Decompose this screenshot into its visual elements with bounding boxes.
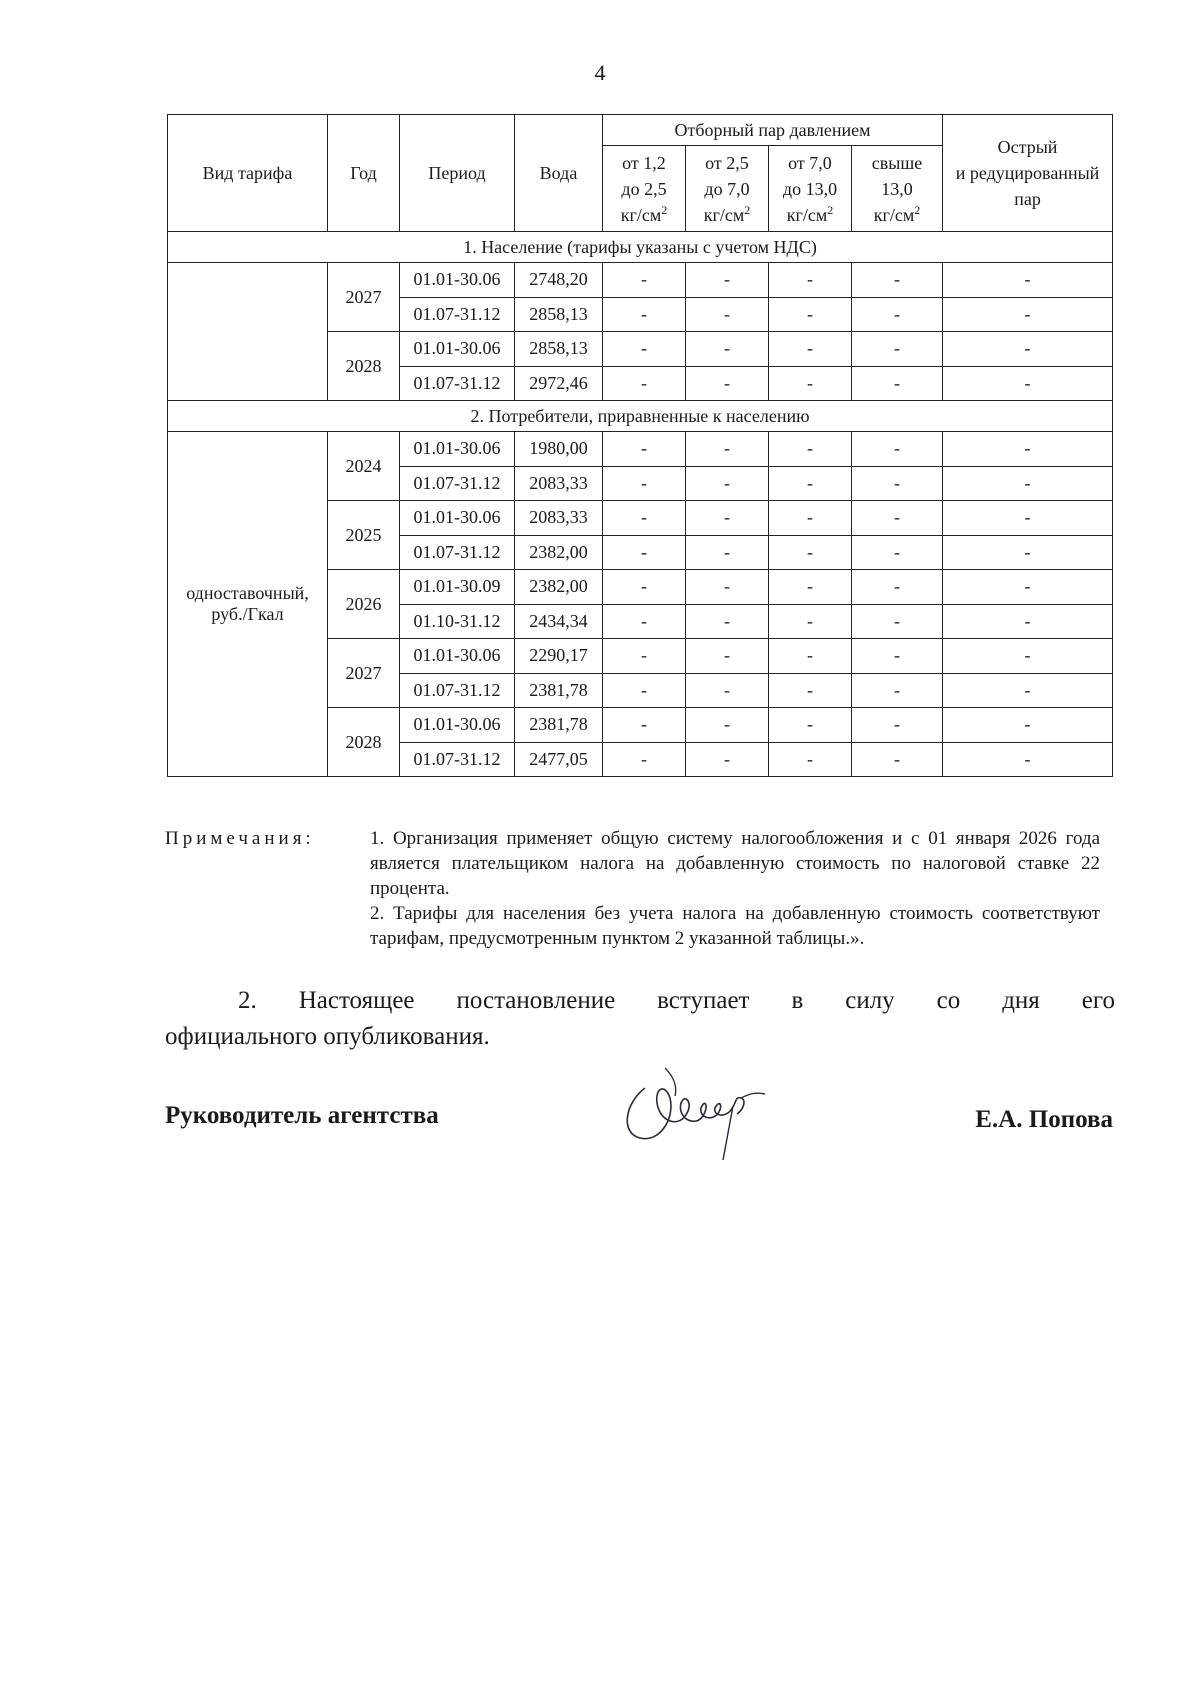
value-cell: - (769, 535, 852, 570)
value-cell: - (686, 366, 769, 401)
point-2-paragraph (165, 983, 1115, 1055)
header-steam-3: от 7,0 до 13,0 $кг/см^2$ (769, 146, 852, 232)
header-steam-group: Отборный пар давлением (603, 115, 943, 146)
year-cell: 2028 (328, 708, 400, 777)
value-cell: - (943, 466, 1113, 501)
period-cell: 01.07-31.12 (400, 366, 515, 401)
header-water: Вода (515, 115, 603, 232)
value-cell: - (852, 570, 943, 605)
water-cell: 2290,17 (515, 639, 603, 674)
period-cell: 01.07-31.12 (400, 742, 515, 777)
value-cell: - (852, 366, 943, 401)
value-cell: - (769, 501, 852, 536)
value-cell: - (852, 332, 943, 367)
value-cell: - (769, 297, 852, 332)
notes-section (165, 826, 1100, 951)
value-cell: - (603, 366, 686, 401)
value-cell: - (943, 570, 1113, 605)
value-cell: - (852, 501, 943, 536)
page-number: 4 (594, 60, 606, 85)
year-cell: 2028 (328, 332, 400, 401)
value-cell: - (686, 332, 769, 367)
value-cell: - (603, 639, 686, 674)
value-cell: - (686, 466, 769, 501)
water-cell: 2381,78 (515, 708, 603, 743)
value-cell: - (686, 263, 769, 298)
water-cell: 1980,00 (515, 432, 603, 467)
note-item: 2. Тарифы для населения без учета налога на добавленную стоимость соответствуют тарифам, предусмотренным пунктом 2 указанной таблицы.». (370, 903, 1100, 949)
notes-label: Примечания: (165, 828, 315, 849)
water-cell: 2858,13 (515, 297, 603, 332)
period-cell: 01.07-31.12 (400, 535, 515, 570)
value-cell: - (769, 673, 852, 708)
value-cell: - (943, 535, 1113, 570)
period-cell: 01.01-30.06 (400, 639, 515, 674)
value-cell: - (852, 742, 943, 777)
period-cell: 01.07-31.12 (400, 297, 515, 332)
year-cell: 2024 (328, 432, 400, 501)
header-steam-2: от 2,5 до 7,0 $кг/см^2$ (686, 146, 769, 232)
year-cell: 2027 (328, 639, 400, 708)
notes-body (370, 826, 1100, 951)
value-cell: - (943, 742, 1113, 777)
tariff-table (167, 114, 1113, 777)
period-cell: 01.01-30.06 (400, 708, 515, 743)
value-cell: - (943, 708, 1113, 743)
value-cell: - (769, 263, 852, 298)
value-cell: - (686, 604, 769, 639)
value-cell: - (603, 570, 686, 605)
period-cell: 01.01-30.06 (400, 432, 515, 467)
water-cell: 2382,00 (515, 535, 603, 570)
period-cell: 01.01-30.06 (400, 263, 515, 298)
point-2-line-1: 2. Настоящее постановление вступает в силу со дня его (238, 987, 1115, 1014)
value-cell: - (943, 297, 1113, 332)
value-cell: - (852, 673, 943, 708)
value-cell: - (769, 366, 852, 401)
value-cell: - (603, 535, 686, 570)
note-item: 1. Организация применяет общую систему налогообложения и с 01 января 2026 года является плательщиком налога на добавленную стоимость по налоговой ставке 22 процента. (370, 828, 1100, 899)
value-cell: - (769, 332, 852, 367)
value-cell: - (686, 432, 769, 467)
period-cell: 01.01-30.06 (400, 501, 515, 536)
water-cell: 2477,05 (515, 742, 603, 777)
value-cell: - (603, 432, 686, 467)
value-cell: - (603, 466, 686, 501)
header-tariff-type: Вид тарифа (168, 115, 328, 232)
header-sharp-steam: Острый и редуцированный пар (943, 115, 1113, 232)
value-cell: - (603, 501, 686, 536)
value-cell: - (943, 639, 1113, 674)
value-cell: - (769, 466, 852, 501)
value-cell: - (603, 604, 686, 639)
value-cell: - (943, 332, 1113, 367)
header-steam-1: от 1,2 до 2,5 $кг/см^2$ (603, 146, 686, 232)
tariff-type-cell: одноставочный, руб./Гкал (168, 432, 328, 777)
period-cell: 01.07-31.12 (400, 466, 515, 501)
water-cell: 2972,46 (515, 366, 603, 401)
period-cell: 01.07-31.12 (400, 673, 515, 708)
value-cell: - (686, 501, 769, 536)
value-cell: - (943, 366, 1113, 401)
section-title-population: 1. Население (тарифы указаны с учетом НДС) (168, 232, 1113, 263)
value-cell: - (603, 708, 686, 743)
header-period: Период (400, 115, 515, 232)
value-cell: - (852, 535, 943, 570)
point-2-line-2: официального опубликования. (165, 1023, 490, 1050)
value-cell: - (852, 466, 943, 501)
value-cell: - (769, 604, 852, 639)
value-cell: - (852, 263, 943, 298)
water-cell: 2434,34 (515, 604, 603, 639)
water-cell: 2083,33 (515, 466, 603, 501)
water-cell: 2382,00 (515, 570, 603, 605)
water-cell: 2083,33 (515, 501, 603, 536)
value-cell: - (686, 742, 769, 777)
value-cell: - (852, 708, 943, 743)
value-cell: - (686, 297, 769, 332)
handwritten-signature (615, 1048, 795, 1163)
value-cell: - (769, 570, 852, 605)
value-cell: - (852, 604, 943, 639)
value-cell: - (603, 263, 686, 298)
year-cell: 2026 (328, 570, 400, 639)
value-cell: - (769, 708, 852, 743)
year-cell: 2025 (328, 501, 400, 570)
value-cell: - (852, 639, 943, 674)
period-cell: 01.10-31.12 (400, 604, 515, 639)
value-cell: - (686, 708, 769, 743)
header-steam-4: свыше 13,0 $кг/см^2$ (852, 146, 943, 232)
value-cell: - (943, 432, 1113, 467)
water-cell: 2858,13 (515, 332, 603, 367)
value-cell: - (943, 501, 1113, 536)
value-cell: - (686, 570, 769, 605)
value-cell: - (603, 332, 686, 367)
value-cell: - (943, 263, 1113, 298)
water-cell: 2381,78 (515, 673, 603, 708)
value-cell: - (603, 742, 686, 777)
tariff-type-cell (168, 263, 328, 401)
value-cell: - (769, 432, 852, 467)
signatory-name: Е.А. Попова (975, 1106, 1113, 1133)
value-cell: - (943, 673, 1113, 708)
water-cell: 2748,20 (515, 263, 603, 298)
value-cell: - (769, 742, 852, 777)
value-cell: - (943, 604, 1113, 639)
year-cell: 2027 (328, 263, 400, 332)
period-cell: 01.01-30.09 (400, 570, 515, 605)
value-cell: - (686, 673, 769, 708)
value-cell: - (603, 297, 686, 332)
signatory-title: Руководитель агентства (165, 1102, 439, 1129)
value-cell: - (686, 535, 769, 570)
header-year: Год (328, 115, 400, 232)
period-cell: 01.01-30.06 (400, 332, 515, 367)
section-title-equivalent-consumers: 2. Потребители, приравненные к населению (168, 401, 1113, 432)
value-cell: - (686, 639, 769, 674)
value-cell: - (852, 432, 943, 467)
value-cell: - (603, 673, 686, 708)
value-cell: - (852, 297, 943, 332)
value-cell: - (769, 639, 852, 674)
